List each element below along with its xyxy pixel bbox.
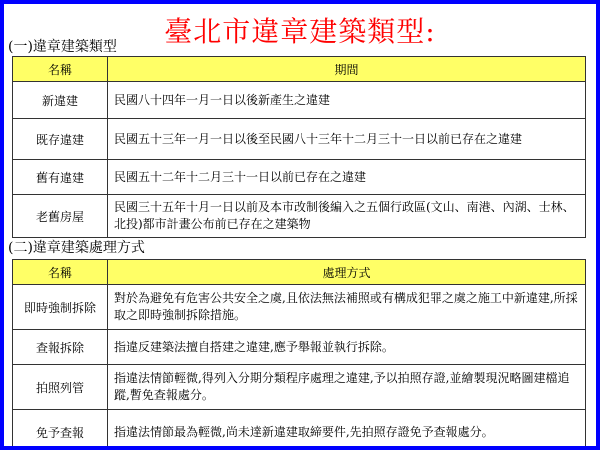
row-name: 查報拆除: [13, 330, 108, 365]
row-desc: 指違法情節最為輕微,尚未達新違建取締要件,先拍照存證免予查報處分。: [108, 410, 586, 447]
table-row: [13, 82, 586, 119]
column-header-name: 名稱: [13, 57, 108, 82]
table-row: [13, 285, 586, 330]
slide-title: 臺北市違章建築類型:: [164, 15, 436, 48]
table-row: [13, 330, 586, 365]
table-row: [13, 365, 586, 410]
row-desc: 民國五十三年一月一日以後至民國八十三年十二月三十一日以前已存在之違建: [108, 119, 586, 160]
slide: [4, 4, 596, 446]
row-name: 免予查報: [13, 410, 108, 447]
section-heading-handling: (二)違章建築處理方式: [8, 240, 145, 256]
row-name: 新違建: [13, 82, 108, 119]
column-header-method: 處理方式: [108, 260, 586, 285]
row-desc: 指違法情節輕微,得列入分期分類程序處理之違建,予以拍照存證,並繪製現況略圖建檔追蹤,暫免查報處分。: [108, 365, 586, 410]
handling-table: [12, 259, 586, 446]
row-desc: 民國八十四年一月一日以後新產生之違建: [108, 82, 586, 119]
types-table: [12, 56, 586, 238]
table-header-row: [13, 57, 586, 82]
table-row: [13, 119, 586, 160]
table-row: [13, 410, 586, 447]
row-desc: 民國三十五年十月一日以前及本市改制後編入之五個行政區(文山、南港、內湖、士林、北投)都市計畫公布前已存在之建築物: [108, 195, 586, 238]
column-header-period: 期間: [108, 57, 586, 82]
column-header-name: 名稱: [13, 260, 108, 285]
table-row: [13, 160, 586, 195]
row-name: 拍照列管: [13, 365, 108, 410]
table-header-row: [13, 260, 586, 285]
row-name: 即時強制拆除: [13, 285, 108, 330]
row-desc: 對於為避免有危害公共安全之虞,且依法無法補照或有構成犯罪之虞之施工中新違建,所採取之即時強制拆除措施。: [108, 285, 586, 330]
row-name: 既存違建: [13, 119, 108, 160]
row-desc: 指違反建築法擅自搭建之違建,應予舉報並執行拆除。: [108, 330, 586, 365]
row-name: 舊有違建: [13, 160, 108, 195]
row-desc: 民國五十二年十二月三十一日以前已存在之違建: [108, 160, 586, 195]
table-row: [13, 195, 586, 238]
section-heading-types: (一)違章建築類型: [8, 39, 117, 55]
row-name: 老舊房屋: [13, 195, 108, 238]
